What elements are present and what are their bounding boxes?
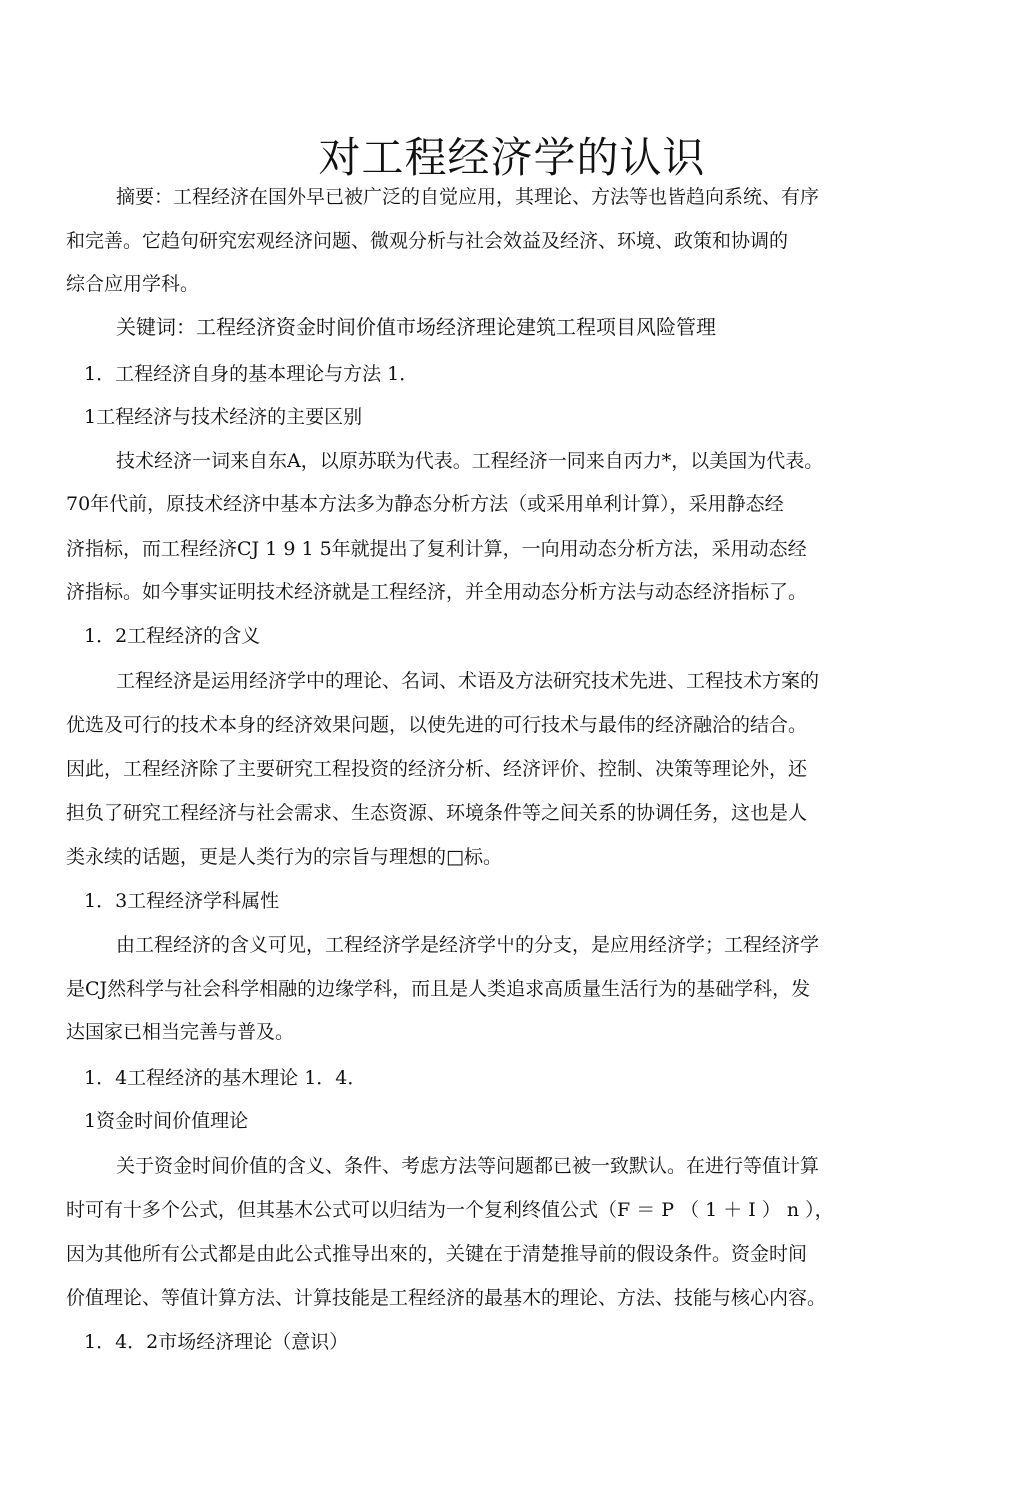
section-1-4-1-heading: 1资金时间价值理论 <box>84 1110 249 1132</box>
section-1-2-heading: 1．2工程经济的含义 <box>84 625 261 647</box>
section-1-3-body-line-1: 由工程经济的含义可见，工程经济学是经济学屮的分支，是应用经济学；工程经济学 <box>116 934 820 956</box>
section-1-2-body-line-2: 优选及可行的技术本身的经济效果问题，以使先进的可行技术与最伟的经济融洽的结合。 <box>66 714 808 736</box>
section-1-4-1-body-line-4: 价值理论、等值计算方法、计算技能是工程经济的最基木的理论、方法、技能与核心内容。 <box>66 1287 827 1309</box>
section-1-2-body-line-1: 工程经济是运用经济学中的理论、名词、术语及方法研究技术先进、工程技术方案的 <box>116 670 820 692</box>
keywords-line: 关键词：工程经济资金时间价值市场经济理论建筑工程项目风险管理 <box>116 315 716 339</box>
section-1-1-body-line-1: 技术经济一词来自东A，以原苏联为代表。工程经济一同来自丙力*，以美国为代表。 <box>116 450 824 472</box>
section-1-2-body-line-5: 类永续的话题，更是人类行为的宗旨与理想的□标。 <box>66 846 502 868</box>
section-1-4-1-body-line-1: 关于资金时间价值的含义、条件、考虑方法等问题都已被一致默认。在进行等值计算 <box>116 1155 820 1177</box>
section-1-4-2-heading: 1．4．2市场经济理论（意识） <box>84 1331 349 1353</box>
section-1-1-heading: 1工程经济与技术经济的主要区别 <box>84 406 363 428</box>
section-1-3-heading: 1．3工程经济学科属性 <box>84 890 280 912</box>
section-1-2-body-line-3: 因此，工程经济除了主要研究工程投资的经济分析、经济评价、控制、决策等理论外，还 <box>66 758 808 780</box>
abstract-line-3: 综合应用学科。 <box>66 273 200 295</box>
document-title: 对工程经济学的认识 <box>318 133 706 183</box>
section-1-3-body-line-2: 是CJ然科学与社会科学相融的边缘学科，而且是人类追求高质量生活行为的基础学科，发 <box>66 978 811 1000</box>
section-1-4-1-body-line-2: 时可有十多个公式，但其基木公式可以归结为一个复利终值公式（F ＝ P （ 1 ＋ I ） n ）， <box>66 1199 834 1221</box>
section-1-1-body-line-4: 济指标。如今事实证明技术经济就是工程经济，并全用动态分析方法与动态经济指标了。 <box>66 581 808 603</box>
section-1-4-heading: 1．4工程经济的基木理论 1．4． <box>84 1067 367 1089</box>
section-1-1-body-line-2: 70年代前，原技术经济中基本方法多为静态分析方法（或采用单利计算），采用静态经 <box>66 493 784 515</box>
abstract-line-2: 和完善。它趋句研究宏观经济问题、微观分析与社会效益及经济、环境、政策和协调的 <box>66 230 789 252</box>
section-1-heading: 1．工程经济自身的基本理论与方法 1． <box>84 363 419 385</box>
section-1-1-body-line-3: 济指标，而工程经济CJ 1 9 1 5年就提出了复利计算，一向用动态分析方法，采用动态经 <box>66 538 807 560</box>
section-1-4-1-body-line-3: 因为其他所有公式都是由此公式推导出來的，关键在于清楚推导前的假设条件。资金时间 <box>66 1243 808 1265</box>
abstract-line-1: 摘要：工程经济在国外早已被广泛的自觉应用，其理论、方法等也皆趋向系统、有序 <box>116 186 820 208</box>
section-1-2-body-line-4: 担负了研究工程经济与社会需求、生态资源、环境条件等之间关系的协调任务，这也是人 <box>66 802 808 824</box>
section-1-3-body-line-3: 达国家已相当完善与普及。 <box>66 1021 295 1043</box>
